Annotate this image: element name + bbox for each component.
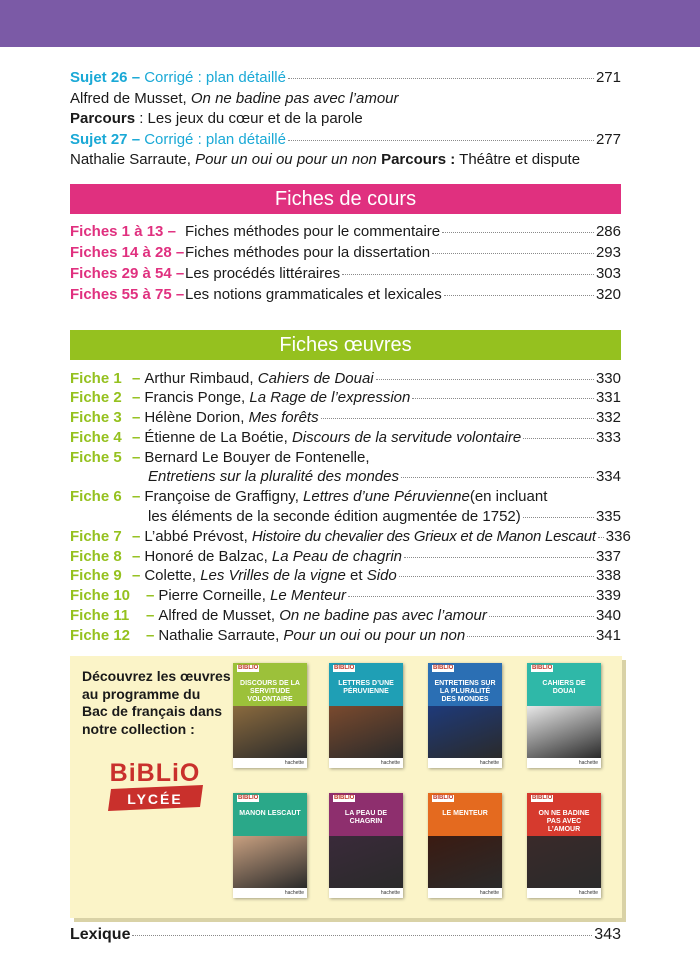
dot-leader	[342, 274, 594, 275]
cover-title: LA PEAU DE CHAGRIN	[344, 810, 388, 825]
toc-entry-fiches-cours[interactable]	[70, 242, 621, 263]
page-number: 330	[595, 369, 621, 387]
toc-entry-fiche-oeuvre[interactable]	[70, 487, 621, 507]
page-number: 341	[595, 626, 621, 644]
toc-entry-continuation	[70, 507, 621, 527]
sujet-parcours-line	[70, 109, 621, 130]
dot-leader	[444, 295, 594, 296]
promo-line: Bac de français dans	[82, 703, 223, 719]
fiche-label: Fiche 6	[70, 488, 122, 506]
dot-leader	[288, 78, 594, 79]
author: Alfred de Musset,	[158, 607, 276, 625]
toc-entry-sujet-26[interactable]	[70, 68, 621, 89]
cover-publisher: hachette	[428, 888, 502, 898]
page-number: 334	[595, 468, 621, 486]
cover-publisher: hachette	[329, 888, 403, 898]
biblio-lycee-logo	[103, 753, 208, 813]
cover-brand: BIBLIO	[532, 665, 553, 671]
work-title: On ne badine pas avec l’amour	[190, 89, 399, 107]
cover-illustration	[527, 836, 601, 888]
author: L’abbé Prévost,	[144, 527, 248, 545]
promo-line: au programme du	[82, 685, 201, 702]
dot-leader	[399, 576, 594, 577]
parcours-text: Théâtre et dispute	[455, 151, 581, 168]
sujet-label: Sujet 26 –	[70, 69, 141, 86]
dash: –	[132, 369, 141, 387]
cover-illustration	[329, 836, 403, 888]
entry-text: Fiches méthodes pour le commentaire	[185, 222, 441, 240]
fiche-label: Fiches 1 à 13	[70, 222, 164, 240]
dash: –	[175, 285, 185, 303]
toc-entry-sujet-27[interactable]	[70, 130, 621, 151]
logo-word: BiBLiO	[109, 759, 201, 787]
author: Françoise de Graffigny,	[144, 488, 299, 506]
page-number: 271	[595, 69, 621, 86]
dot-leader	[376, 379, 594, 380]
cover-brand: BIBLIO	[238, 665, 259, 671]
sujet-title: Corrigé : plan détaillé	[144, 69, 286, 86]
work-title: Le Menteur	[270, 587, 346, 605]
entry-text: Fiches méthodes pour la dissertation	[185, 243, 431, 261]
sujet-work-line	[70, 150, 621, 171]
dot-leader	[321, 418, 594, 419]
work-title: Sido	[366, 567, 397, 585]
cover-publisher: hachette	[527, 888, 601, 898]
toc-entry-fiches-cours[interactable]	[70, 221, 621, 242]
page-number: 286	[595, 222, 621, 240]
cover-brand: BIBLIO	[334, 795, 355, 801]
cover-title: LETTRES D’UNE PÉRUVIENNE	[338, 680, 394, 695]
dot-leader	[432, 253, 594, 254]
book-cover[interactable]	[233, 663, 307, 768]
cover-illustration	[428, 706, 502, 758]
work-title: Lettres d’une Péruvienne	[303, 488, 470, 506]
work-title: Cahiers de Douai	[257, 369, 374, 387]
cover-brand: BIBLIO	[433, 795, 454, 801]
author: Pierre Corneille,	[158, 587, 266, 605]
promo-text	[82, 668, 231, 738]
author: Hélène Dorion,	[144, 409, 245, 427]
promo-line: notre collection :	[82, 720, 195, 737]
lexique-label: Lexique	[70, 926, 131, 943]
cover-illustration	[527, 706, 601, 758]
fiche-label: Fiche 8	[70, 547, 122, 565]
work-title: Pour un oui ou pour un non	[283, 626, 466, 644]
fiche-label: Fiches 55 à 75	[70, 285, 172, 303]
page-number: 293	[595, 243, 621, 261]
page-number: 340	[595, 607, 621, 625]
dash: –	[175, 243, 185, 261]
collection-promo-box	[70, 656, 622, 918]
dot-leader	[523, 438, 594, 439]
cover-illustration	[233, 836, 307, 888]
cover-title: ON NE BADINE PAS AVEC L’AMOUR	[538, 810, 590, 833]
toc-entry-fiches-cours[interactable]	[70, 263, 621, 284]
cover-title: CAHIERS DE DOUAI	[542, 680, 586, 695]
sujet-label: Sujet 27 –	[70, 130, 141, 148]
toc-entry-fiche-oeuvre[interactable]	[70, 527, 631, 547]
dash: –	[132, 567, 141, 585]
fiche-label: Fiche 3	[70, 409, 122, 427]
cover-publisher: hachette	[428, 758, 502, 768]
author: Nathalie Sarraute,	[70, 151, 196, 168]
book-cover[interactable]	[527, 793, 601, 898]
entry-text: (en incluant	[469, 488, 548, 506]
author: Arthur Rimbaud,	[144, 369, 254, 387]
fiche-label: Fiche 11	[70, 607, 130, 625]
fiche-label: Fiche 12	[70, 626, 131, 644]
toc-entry-continuation	[70, 467, 621, 487]
cover-illustration	[428, 836, 502, 888]
book-cover[interactable]	[527, 663, 601, 768]
page-number: 333	[595, 428, 621, 446]
page-number: 332	[595, 409, 621, 427]
dot-leader	[467, 636, 594, 637]
parcours-text: : Les jeux du cœur et de la parole	[135, 110, 363, 127]
toc-entry-fiche-oeuvre[interactable]	[70, 626, 621, 646]
page-number: 339	[595, 587, 621, 605]
dash: –	[175, 264, 185, 282]
cover-title: LE MENTEUR	[442, 810, 488, 817]
toc-entry-fiche-oeuvre[interactable]	[70, 547, 621, 567]
cover-title: ENTRETIENS SUR LA PLURALITÉ DES MONDES	[434, 680, 496, 703]
cover-brand: BIBLIO	[238, 795, 259, 801]
toc-entry-lexique[interactable]	[70, 925, 621, 946]
dash: –	[132, 389, 141, 407]
page-number: 277	[595, 130, 621, 148]
conjunction: et	[345, 567, 367, 585]
dot-leader	[348, 596, 594, 597]
toc-entry-fiche-oeuvre[interactable]	[70, 369, 621, 389]
author: Honoré de Balzac,	[144, 547, 268, 565]
cover-brand: BIBLIO	[433, 665, 454, 671]
cover-illustration	[329, 706, 403, 758]
cover-publisher: hachette	[527, 758, 601, 768]
dot-leader	[132, 935, 592, 936]
fiche-label: Fiche 9	[70, 567, 122, 585]
page-number: 336	[605, 527, 631, 545]
fiche-label: Fiche 4	[70, 428, 122, 446]
dash: –	[132, 428, 141, 446]
author: Francis Ponge,	[144, 389, 246, 407]
page-number: 338	[595, 567, 621, 585]
author: Bernard Le Bouyer de Fontenelle,	[144, 448, 370, 466]
dash: –	[132, 527, 141, 545]
page-number: 343	[594, 926, 621, 943]
fiche-label: Fiche 7	[70, 527, 122, 545]
toc-entry-fiche-oeuvre[interactable]	[70, 408, 621, 428]
fiches-oeuvres-list	[70, 369, 631, 646]
toc-content	[70, 68, 631, 646]
book-cover[interactable]	[329, 793, 403, 898]
author: Nathalie Sarraute,	[158, 626, 280, 644]
parcours-label: Parcours :	[381, 151, 456, 168]
page-number: 337	[595, 547, 621, 565]
work-title: Pour un oui ou pour un non	[195, 151, 377, 168]
header-bar	[0, 0, 700, 47]
entry-text: les éléments de la seconde édition augmentée de 1752)	[148, 508, 521, 526]
entry-text: Les notions grammaticales et lexicales	[185, 285, 442, 303]
promo-line: Découvrez les œuvres	[82, 668, 231, 684]
toc-entry-fiche-oeuvre[interactable]	[70, 566, 621, 586]
dash: –	[132, 409, 141, 427]
fiche-label: Fiche 2	[70, 389, 122, 407]
cover-publisher: hachette	[233, 888, 307, 898]
fiche-label: Fiche 10	[70, 587, 131, 605]
fiches-cours-list	[70, 221, 621, 305]
dot-leader	[412, 398, 594, 399]
fiche-label: Fiches 14 à 28	[70, 243, 172, 261]
cover-brand: BIBLIO	[334, 665, 355, 671]
toc-entry-fiche-oeuvre[interactable]	[70, 428, 621, 448]
author: Étienne de La Boétie,	[144, 428, 288, 446]
work-title: Histoire du chevalier des Grieux et de Manon Lescaut	[251, 527, 596, 545]
toc-entry-fiches-cours[interactable]	[70, 284, 621, 305]
toc-entry-fiche-oeuvre[interactable]	[70, 388, 621, 408]
parcours-label: Parcours	[70, 110, 136, 127]
work-title: Discours de la servitude volontaire	[291, 428, 522, 446]
cover-illustration	[233, 706, 307, 758]
cover-brand: BIBLIO	[532, 795, 553, 801]
section-heading-fiches-de-cours: Fiches de cours	[70, 184, 621, 214]
dash: –	[132, 448, 141, 466]
fiche-label: Fiche 5	[70, 448, 122, 466]
cover-publisher: hachette	[329, 758, 403, 768]
sujet-work-line	[70, 89, 621, 110]
page-number: 335	[595, 508, 621, 526]
work-title: La Peau de chagrin	[271, 547, 403, 565]
page-number: 320	[595, 285, 621, 303]
page-number: 331	[595, 389, 621, 407]
dash: –	[146, 607, 155, 625]
toc-entry-fiche-oeuvre[interactable]	[70, 448, 621, 468]
dot-leader	[442, 232, 594, 233]
cover-publisher: hachette	[233, 758, 307, 768]
dash: –	[132, 488, 141, 506]
dash: –	[146, 626, 155, 644]
author: Alfred de Musset,	[70, 89, 191, 107]
dot-leader	[288, 140, 594, 141]
author: Colette,	[144, 567, 197, 585]
book-cover[interactable]	[428, 793, 502, 898]
dash: –	[167, 222, 176, 240]
work-title: Entretiens sur la pluralité des mondes	[148, 468, 399, 486]
work-title: Les Vrilles de la vigne	[200, 567, 346, 585]
cover-title: DISCOURS DE LA SERVITUDE VOLONTAIRE	[240, 680, 300, 703]
sujet-title: Corrigé : plan détaillé	[144, 130, 286, 148]
work-title: La Rage de l’expression	[249, 389, 411, 407]
page-number: 303	[595, 264, 621, 282]
work-title: On ne badine pas avec l’amour	[279, 607, 487, 625]
logo-sub: LYCÉE	[127, 791, 183, 807]
work-title: Mes forêts	[248, 409, 319, 427]
dot-leader	[523, 517, 594, 518]
dash: –	[146, 587, 155, 605]
dot-leader	[401, 477, 594, 478]
toc-entry-fiche-oeuvre[interactable]	[70, 586, 621, 606]
dot-leader	[404, 557, 594, 558]
dot-leader	[489, 616, 594, 617]
entry-text: Les procédés littéraires	[185, 264, 341, 282]
dot-leader	[598, 537, 604, 538]
fiche-label: Fiches 29 à 54	[70, 264, 172, 282]
fiche-label: Fiche 1	[70, 369, 122, 387]
dash: –	[132, 547, 141, 565]
book-cover[interactable]	[329, 663, 403, 768]
section-heading-fiches-oeuvres: Fiches œuvres	[70, 330, 621, 360]
toc-entry-fiche-oeuvre[interactable]	[70, 606, 621, 626]
book-cover[interactable]	[428, 663, 502, 768]
cover-title: MANON LESCAUT	[239, 810, 301, 817]
book-cover[interactable]	[233, 793, 307, 898]
